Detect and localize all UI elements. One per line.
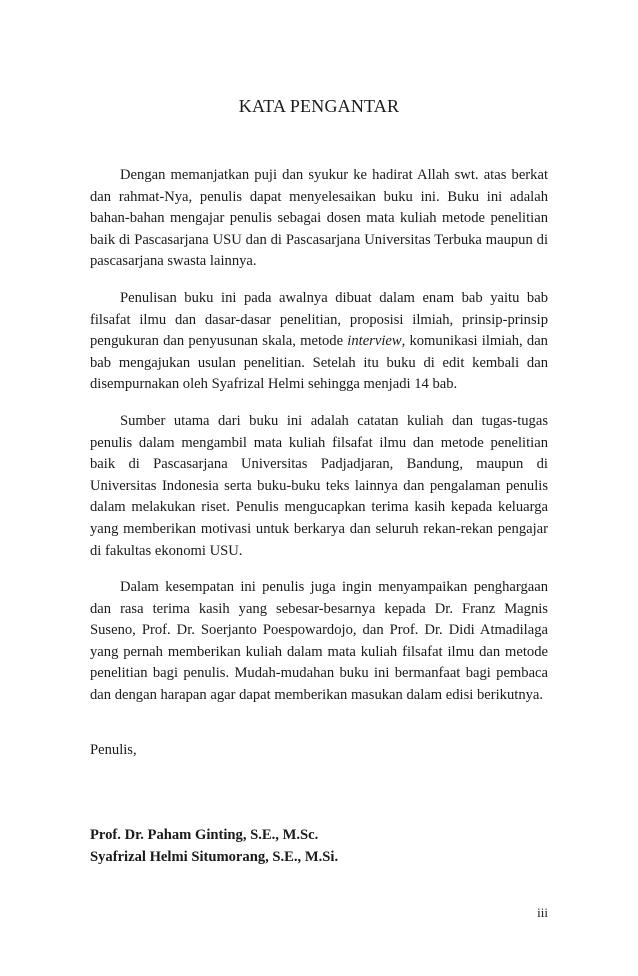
author-name-1: Prof. Dr. Paham Ginting, S.E., M.Sc. [90, 827, 319, 844]
author-name-2: Syafrizal Helmi Situmorang, S.E., M.Si. [90, 848, 339, 865]
paragraph-1: Dengan memanjatkan puji dan syukur ke hadirat Allah swt. atas berkat dan rahmat-Nya, penulis dapat menyelesaikan buku ini. Buku ini adalah bahan-bahan mengajar penulis sebagai dosen mata kuliah metode penelitian baik di Pascasarjana USU dan di Pascasarjana Universitas Terbuka maupun di pascasarjana swasta lainnya. [90, 167, 548, 270]
closing-salutation: Penulis, [90, 741, 137, 758]
paragraph-2 [90, 288, 548, 396]
author-block [90, 825, 548, 868]
paragraph-2-italic-term: interview [347, 333, 402, 350]
paragraph-2-text-end: , komunikasi ilmiah, dan bab mengajukan usulan penelitian. Setelah itu buku di edit kembali dan disempurnakan oleh Syafrizal Helmi sehingga menjadi 14 bab. [90, 333, 548, 393]
paragraph-3: Sumber utama dari buku ini adalah catatan kuliah dan tugas-tugas penulis dalam mengambil mata kuliah filsafat ilmu dan metode penelitian baik di Pascasarjana Universitas Padjadjaran, Bandung, maupun di Universitas Indonesia serta buku-buku teks lainnya dan pengalaman penulis dalam melakukan riset. Penulis mengucapkan terima kasih kepada keluarga yang memberikan motivasi untuk berkarya dan seluruh rekan-rekan pengajar di fakultas ekonomi USU. [90, 412, 548, 559]
page-number: iii [537, 905, 548, 920]
paragraph-2-text-start: Penulisan buku ini pada awalnya dibuat dalam enam bab yaitu bab filsafat ilmu dan dasar-dasar penelitian, proposisi ilmiah, prinsip-prinsip pengukuran dan penyusunan skala, metode [90, 289, 548, 350]
page-title: KATA PENGANTAR [238, 96, 400, 116]
document-body [90, 165, 548, 868]
paragraph-4: Dalam kesempatan ini penulis juga ingin menyampaikan penghargaan dan rasa terima kasih yang sebesar-besarnya kepada Dr. Franz Magnis Suseno, Prof. Dr. Soerjanto Poespowardojo, dan Prof. Dr. Didi Atmadilaga yang pernah memberikan kuliah dalam mata kuliah filsafat ilmu dan metode penelitian bagi penulis. Mudah-mudahan buku ini bermanfaat bagi pembaca dan dengan harapan agar dapat memberikan masukan dalam edisi berikutnya. [90, 579, 548, 704]
